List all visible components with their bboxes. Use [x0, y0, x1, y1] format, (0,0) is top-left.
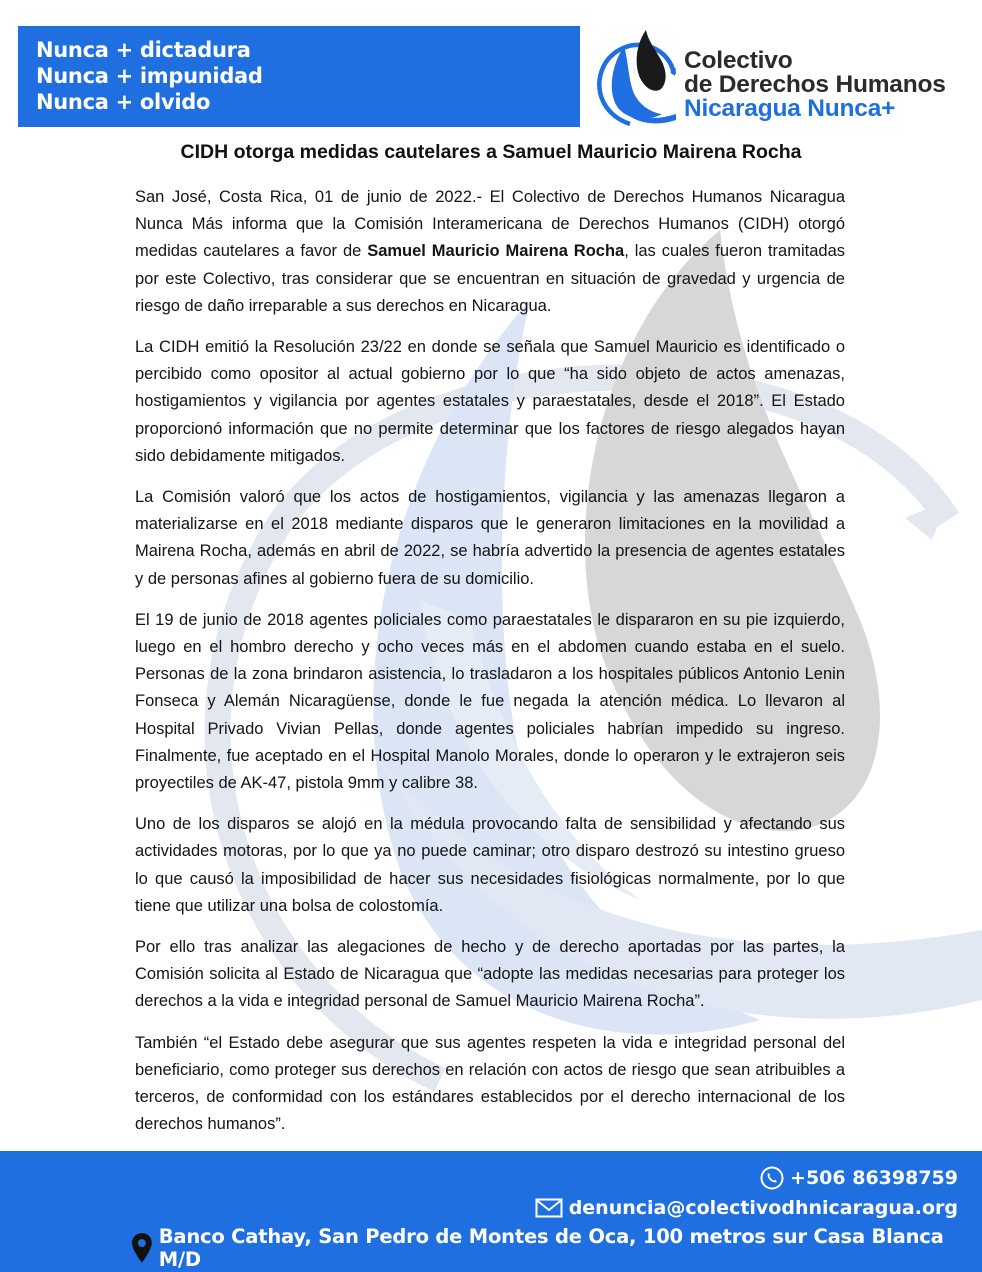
logo-line-3: Nicaragua Nunca+ [684, 95, 896, 122]
slogan-line-2: Nunca + impunidad [36, 64, 263, 88]
paragraph-1 [135, 184, 845, 320]
envelope-icon [535, 1198, 563, 1218]
logo-line-2: de Derechos Humanos [684, 71, 946, 98]
footer-address [131, 1225, 982, 1271]
water-drop-logo-icon [596, 22, 678, 130]
footer-email [535, 1197, 958, 1219]
organization-logo [596, 22, 976, 132]
paragraph-1-intro: San José, Costa Rica, 01 de junio de 2022.- El Colectivo de Derechos Humanos Nicaragua Nunca Más informa que la Comisión Interamericana de Derechos Humanos (CIDH) otorgó medidas cautelares a favor de [135, 188, 845, 261]
paragraph-7: También “el Estado debe asegurar que sus agentes respeten la vida e integridad personal del beneficiario, como proteger sus derechos en relación con actos de riesgo que sean atribuibles a terceros, de conformidad con los estándares establecidos por el derecho internacional de los derechos humanos”. [135, 1033, 845, 1134]
contact-footer [0, 1151, 982, 1272]
paragraph-3: La Comisión valoró que los actos de hostigamientos, vigilancia y las amenazas llegaron a materializarse en el 2018 mediante disparos que le generaron limitaciones en la movilidad a Mairena Rocha, además en abril de 2022, se habría advertido la presencia de agentes estatales y de personas afines al gobierno fuera de su domicilio. [135, 488, 845, 588]
email-address[interactable]: denuncia@colectivodhnicaragua.org [568, 1197, 958, 1219]
slogan-banner [18, 26, 580, 127]
paragraph-2: La CIDH emitió la Resolución 23/22 en donde se señala que Samuel Mauricio es identificado o percibido como opositor al actual gobierno por lo que “ha sido objeto de actos amenazas, hostigamientos y vigilancia por agentes estatales y paraestatales, desde el 2018”. El Estado proporcionó información que no permite determinar que los factores de riesgo alegados hayan sido debidamente mitigados. [135, 338, 845, 465]
phone-number: +506 86398759 [790, 1167, 958, 1189]
paragraph-4: El 19 de junio de 2018 agentes policiales como paraestatales le dispararon en su pie izquierdo, luego en el hombro derecho y ocho veces más en el abdomen cuando estaba en el suelo. Personas de la zona brindaron asistencia, lo trasladaron a los hospitales públicos Antonio Lenin Fonseca y Alemán Nicaragüense, donde le fue negada la atención médica. Lo llevaron al Hospital Privado Vivian Pellas, donde agentes policiales habrían impedido su ingreso. Finalmente, fue aceptado en el Hospital Manolo Morales, donde lo operaron y le extrajeron seis proyectiles de AK-47, pistola 9mm y calibre 38. [135, 610, 845, 793]
slogan-line-3: Nunca + olvido [36, 90, 211, 114]
document-body [135, 184, 845, 1153]
map-pin-icon [131, 1232, 153, 1264]
document-title: CIDH otorga medidas cautelares a Samuel Mauricio Mairena Rocha [180, 141, 802, 163]
slogan-line-1: Nunca + dictadura [36, 38, 251, 62]
logo-text [684, 49, 946, 121]
paragraph-1-rest: , las cuales fueron tramitadas por este Colectivo, tras considerar que se encuentran en situación de gravedad y urgencia de riesgo de daño irreparable a sus derechos en Nicaragua. [135, 242, 845, 315]
street-address: Banco Cathay, San Pedro de Montes de Oca, 100 metros sur Casa Blanca M/D [158, 1225, 944, 1271]
logo-line-1: Colectivo [684, 47, 793, 74]
footer-phone [760, 1166, 958, 1190]
phone-icon [760, 1166, 784, 1190]
paragraph-5: Uno de los disparos se alojó en la médula provocando falta de sensibilidad y afectando sus actividades motoras, por lo que ya no puede caminar; otro disparo destrozó su intestino grueso lo que causó la imposibilidad de hacer sus necesidades fisiológicas normalmente, por lo que tiene que utilizar una bolsa de colostomía. [135, 815, 845, 915]
paragraph-6: Por ello tras analizar las alegaciones de hecho y de derecho aportadas por las partes, la Comisión solicita al Estado de Nicaragua que “adopte las medidas necesarias para proteger los derechos a la vida e integridad personal de Samuel Mauricio Mairena Rocha”. [135, 938, 845, 1011]
beneficiary-name: Samuel Mauricio Mairena Rocha [367, 242, 625, 261]
